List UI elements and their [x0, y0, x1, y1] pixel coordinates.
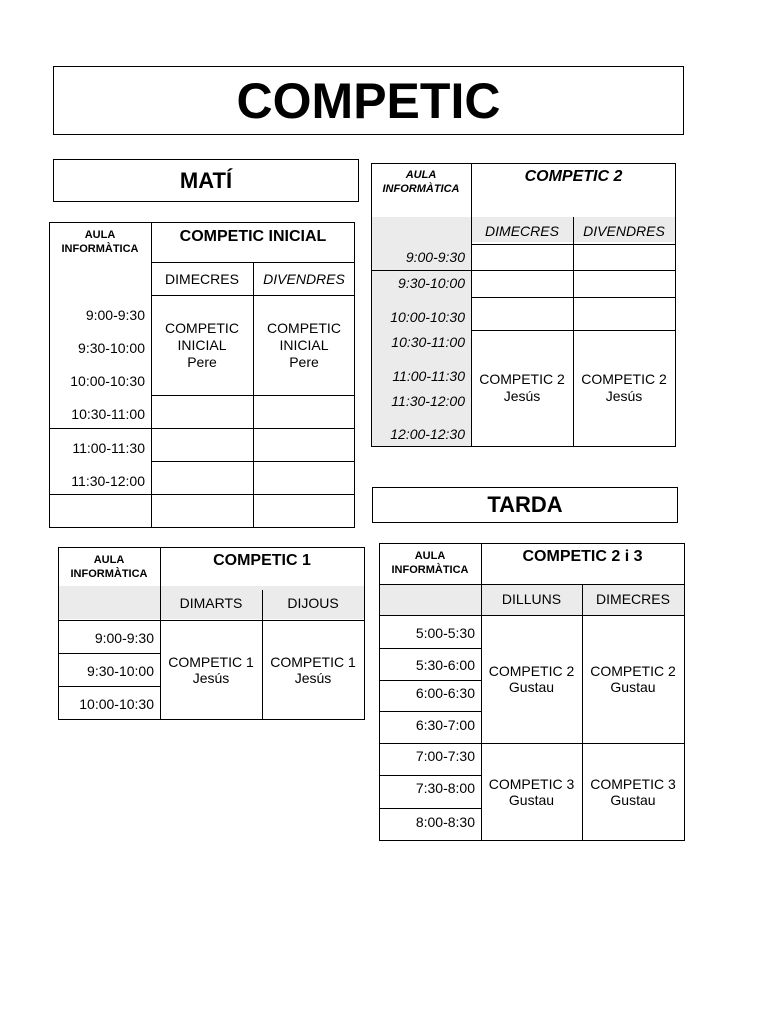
class-line: Jesús	[294, 669, 332, 686]
class-line: COMPETIC 2	[590, 663, 676, 679]
section-tarda: TARDA	[372, 487, 678, 523]
class-block	[481, 615, 582, 743]
day-header: DILLUNS	[501, 590, 562, 607]
class-line: COMPETIC 3	[590, 775, 676, 792]
aula-label-line: AULA	[84, 229, 116, 241]
day-header: DIMECRES	[596, 590, 670, 607]
time-slot: 11:00-11:30	[72, 439, 145, 456]
aula-label	[379, 543, 481, 583]
class-line: Pere	[289, 353, 319, 370]
aula-label-line: INFORMÀTICA	[61, 243, 139, 255]
class-line: Jesús	[192, 669, 230, 686]
time-slot: 11:30-12:00	[71, 472, 145, 489]
class-line: Gustau	[610, 679, 656, 695]
class-line: INICIAL	[279, 336, 329, 353]
time-slot: 6:30-7:00	[415, 716, 475, 733]
time-slot: 6:00-6:30	[415, 684, 475, 701]
day-header: DIMECRES	[165, 270, 239, 287]
time-slot: 9:00-9:30	[85, 306, 145, 323]
time-slot: 12:00-12:30	[390, 426, 465, 442]
time-slot: 9:30-10:00	[78, 339, 145, 356]
class-block	[582, 615, 684, 743]
time-slot: 8:00-8:30	[415, 813, 475, 830]
class-block	[151, 295, 253, 395]
class-line: COMPETIC	[165, 319, 239, 336]
class-line: COMPETIC 2	[581, 371, 667, 387]
class-line: COMPETIC 1	[270, 653, 356, 670]
class-block	[573, 330, 675, 446]
time-slot: 10:00-10:30	[79, 696, 154, 712]
class-block	[471, 330, 573, 446]
aula-label-line: AULA	[405, 169, 437, 181]
table-name: COMPETIC 2	[524, 168, 623, 185]
class-line: COMPETIC	[267, 319, 341, 336]
aula-label	[371, 163, 471, 201]
time-slot: 11:00-11:30	[392, 368, 465, 384]
class-block	[481, 743, 582, 840]
time-slot: 7:30-8:00	[415, 779, 475, 796]
day-header: DIJOUS	[287, 594, 339, 611]
aula-label-line: INFORMÀTICA	[391, 564, 469, 576]
aula-label-line: INFORMÀTICA	[382, 183, 460, 195]
class-block	[582, 743, 684, 840]
aula-label-line: AULA	[93, 553, 125, 566]
day-header: DIMARTS	[179, 594, 243, 611]
time-slot: 10:30-11:00	[71, 405, 145, 422]
class-line: Pere	[187, 353, 217, 370]
time-slot: 11:30-12:00	[391, 393, 465, 409]
class-line: Gustau	[508, 679, 555, 695]
time-slot: 9:30-10:00	[398, 275, 465, 291]
table-name: COMPETIC INICIAL	[179, 228, 327, 245]
section-mati: MATÍ	[53, 159, 359, 202]
aula-label	[58, 547, 160, 586]
table-name: COMPETIC 2 i 3	[522, 548, 643, 565]
day-header: DIVENDRES	[583, 222, 665, 239]
class-block	[253, 295, 355, 395]
day-header: DIVENDRES	[263, 270, 345, 287]
class-line: INICIAL	[177, 336, 227, 353]
time-slot: 7:00-7:30	[415, 747, 475, 764]
table-name: COMPETIC 1	[213, 552, 311, 569]
class-line: Gustau	[508, 791, 555, 808]
aula-label	[49, 222, 151, 262]
class-line: COMPETIC 1	[168, 653, 254, 670]
time-slot: 10:00-10:30	[70, 372, 145, 389]
aula-label-line: INFORMÀTICA	[70, 567, 148, 580]
class-line: COMPETIC 2	[488, 663, 575, 679]
aula-label-line: AULA	[414, 550, 446, 562]
time-slot: 9:00-9:30	[94, 630, 154, 646]
day-header: DIMECRES	[485, 222, 559, 239]
class-line: Jesús	[503, 388, 541, 404]
class-block	[160, 620, 262, 719]
class-line: Jesús	[605, 388, 643, 404]
time-slot: 9:30-10:00	[87, 663, 154, 679]
class-block	[262, 620, 364, 719]
page-title: COMPETIC	[53, 66, 684, 135]
time-slot: 5:00-5:30	[415, 624, 475, 641]
class-line: COMPETIC 3	[488, 775, 575, 792]
class-line: COMPETIC 2	[479, 371, 565, 387]
time-slot: 10:30-11:00	[391, 334, 465, 350]
time-slot: 10:00-10:30	[390, 309, 465, 325]
time-slot: 9:00-9:30	[405, 249, 465, 265]
time-slot: 5:30-6:00	[415, 656, 475, 673]
class-line: Gustau	[610, 791, 656, 808]
